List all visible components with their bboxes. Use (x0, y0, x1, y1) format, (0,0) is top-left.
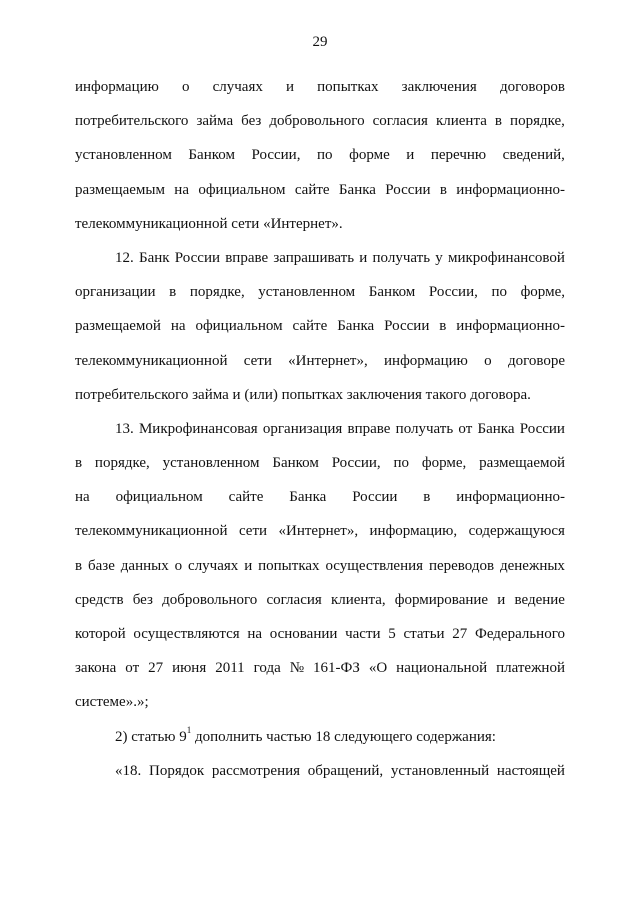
line-text: 2) статью 9 (115, 728, 187, 745)
text-line (75, 720, 565, 754)
word: «Интернет», (278, 523, 359, 540)
word: размещаемой (479, 455, 565, 472)
word: и (244, 557, 253, 574)
word: Банка (337, 318, 375, 335)
word: 27 (148, 660, 164, 677)
word: официальном (115, 489, 203, 506)
word: № (289, 660, 305, 677)
word: по (393, 455, 410, 472)
line-text: потребительского займа и (или) попытках заключения такого договора. (75, 386, 531, 403)
word: добровольного (269, 113, 365, 130)
word: России (174, 249, 220, 266)
word: 161-ФЗ (313, 660, 360, 677)
word: согласия (372, 113, 428, 130)
word: договоре (507, 352, 565, 369)
word: сайте (228, 489, 264, 506)
word: обращений, (307, 762, 384, 779)
word: России (352, 489, 398, 506)
word: России, (251, 147, 301, 164)
word: 27 (452, 626, 468, 642)
word: настоящей (496, 762, 565, 779)
paragraph-p-12 (75, 241, 565, 412)
word: Банк (138, 249, 170, 266)
text-line (75, 446, 565, 480)
word: и (359, 249, 368, 266)
text-line (75, 104, 565, 138)
word: года (253, 660, 281, 677)
word: на (170, 318, 186, 335)
word: 5 (388, 626, 396, 642)
word: информацию, (369, 523, 458, 540)
word: по (317, 147, 333, 164)
word: микрофинансовой (448, 249, 565, 266)
word: в (75, 455, 83, 472)
word: от (458, 420, 473, 437)
word: форме, (421, 455, 467, 472)
text-line (75, 412, 565, 446)
word: порядке, (510, 113, 565, 130)
word: которой (75, 626, 126, 642)
word: о (484, 352, 492, 369)
word: России (385, 181, 431, 198)
word: информацию (384, 352, 468, 369)
word: части (345, 626, 381, 642)
page-number: 29 (312, 34, 328, 50)
word: вправе (225, 249, 269, 266)
word: осуществления (325, 557, 424, 574)
word: платежной (496, 660, 565, 677)
word: национальной (396, 660, 488, 677)
word: установленном (75, 147, 172, 164)
word: порядке, (94, 455, 150, 472)
word: осуществляются (133, 626, 240, 642)
text-line (75, 480, 565, 514)
word: 12. (115, 249, 134, 266)
word: форме (349, 147, 390, 164)
word: случаях (188, 557, 239, 574)
word: средств (75, 591, 124, 608)
word: России, (331, 455, 381, 472)
word: клиента (435, 113, 487, 130)
line-text: телекоммуникационной сети «Интернет». (75, 215, 343, 232)
word: добровольного (162, 591, 258, 608)
word: и (285, 79, 295, 95)
word: России (519, 420, 565, 437)
word: в (494, 113, 502, 130)
word: попытках (317, 79, 379, 95)
word: о (174, 557, 183, 574)
paragraph-p-continuation (75, 70, 565, 241)
word: у (435, 249, 443, 266)
text-line (75, 173, 565, 207)
word: России (384, 318, 430, 335)
text-line (75, 685, 565, 719)
word: Микрофинансовая (138, 420, 258, 437)
word: и (406, 147, 415, 164)
word: содержащуюся (468, 523, 565, 540)
text-line (75, 583, 565, 617)
word: на (75, 489, 90, 506)
word: в (439, 318, 447, 335)
word: Федерального (474, 626, 565, 642)
word: формирование (394, 591, 489, 608)
word: Банка (338, 181, 376, 198)
document-body (75, 70, 565, 788)
superscript-index: 1 (186, 724, 192, 735)
word: вправе (347, 420, 391, 437)
word: официальном (195, 318, 283, 335)
word: информационно- (456, 318, 565, 335)
word: получать (372, 249, 431, 266)
word: телекоммуникационной (75, 523, 228, 540)
text-line (75, 207, 565, 241)
text-line (75, 275, 565, 309)
word: без (241, 113, 262, 130)
word: размещаемой (75, 318, 161, 335)
word: информационно- (456, 489, 565, 506)
word: закона (75, 660, 117, 677)
word: сведений, (502, 147, 565, 164)
word: на (247, 626, 263, 642)
word: информацию (75, 79, 159, 95)
word: от (125, 660, 140, 677)
word: установленный (390, 762, 490, 779)
text-line (75, 138, 565, 172)
word: организации (75, 284, 156, 301)
word: Банка (477, 420, 515, 437)
text-line (75, 651, 565, 685)
text-line (75, 514, 565, 548)
word: «18. (115, 762, 142, 779)
word: сети (243, 352, 272, 369)
word: ведение (514, 591, 565, 608)
word: по (491, 284, 507, 301)
word: июня (172, 660, 207, 677)
word: размещаемым (75, 181, 165, 198)
text-line (75, 549, 565, 583)
word: организация (262, 420, 343, 437)
line-text: дополнить частью 18 следующего содержания: (191, 728, 496, 745)
word: официальном (198, 181, 286, 198)
word: клиента, (330, 591, 386, 608)
word: займа (196, 113, 234, 130)
word: «О (368, 660, 388, 677)
word: о (181, 79, 190, 95)
text-line (75, 241, 565, 275)
word: попытках (258, 557, 320, 574)
word: телекоммуникационной (75, 352, 228, 369)
word: Порядок (149, 762, 205, 779)
word: запрашивать (273, 249, 355, 266)
word: информационно- (456, 181, 565, 198)
paragraph-p-13 (75, 412, 565, 720)
word: установленном (258, 284, 356, 301)
word: Банком (188, 147, 235, 164)
word: в (75, 557, 83, 574)
word: 2011 (215, 660, 245, 677)
word: в (439, 181, 447, 198)
word: Банка (289, 489, 327, 506)
word: порядке, (189, 284, 245, 301)
word: 13. (115, 420, 134, 437)
word: денежных (499, 557, 565, 574)
word: сети (238, 523, 268, 540)
line-text: системе».»; (75, 694, 149, 711)
word: России, (428, 284, 478, 301)
text-line (75, 309, 565, 343)
word: переводов (428, 557, 495, 574)
word: на (174, 181, 189, 198)
word: случаях (212, 79, 263, 95)
word: базе (88, 557, 115, 574)
word: сайте (292, 318, 328, 335)
word: и (497, 591, 506, 608)
text-line (75, 70, 565, 104)
word: «Интернет», (288, 352, 368, 369)
word: форме, (520, 284, 565, 301)
paragraph-p-18 (75, 754, 565, 788)
word: перечню (430, 147, 487, 164)
word: рассмотрения (211, 762, 301, 779)
text-line (75, 617, 565, 651)
text-line (75, 344, 565, 378)
word: заключения (401, 79, 477, 95)
word: согласия (266, 591, 322, 608)
word: установленном (162, 455, 260, 472)
paragraph-p-item2 (75, 720, 565, 754)
word: получать (395, 420, 454, 437)
word: потребительского (75, 113, 189, 130)
word: основании (269, 626, 338, 642)
word: Банком (368, 284, 416, 301)
word: Банком (272, 455, 319, 472)
word: в (423, 489, 431, 506)
word: договоров (499, 79, 565, 95)
word: в (169, 284, 177, 301)
word: статьи (403, 626, 445, 642)
text-line (75, 754, 565, 788)
word: данных (120, 557, 169, 574)
text-line (75, 378, 565, 412)
word: без (132, 591, 153, 608)
word: сайте (294, 181, 330, 198)
